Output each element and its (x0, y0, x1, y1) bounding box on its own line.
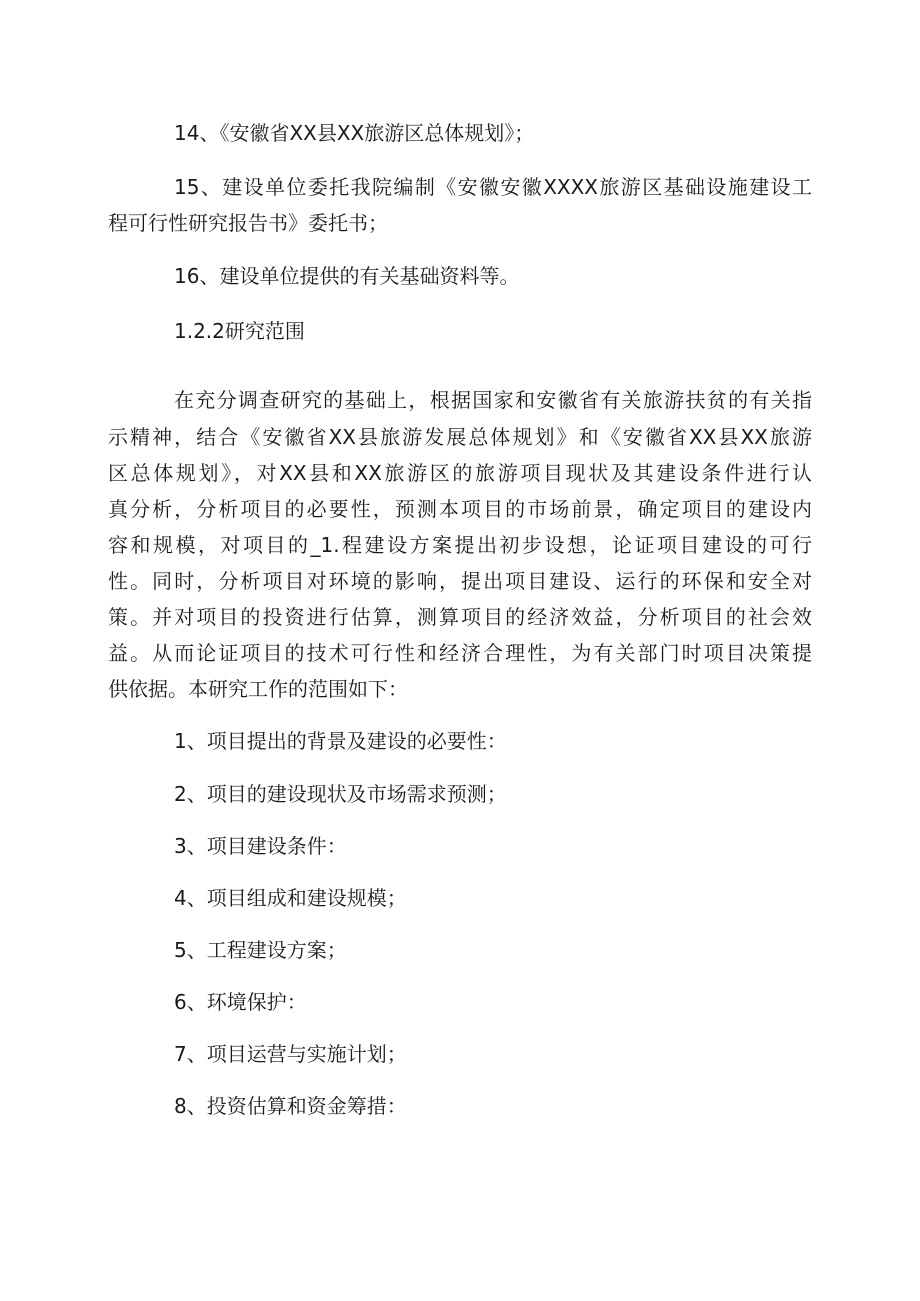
reference-item-14: 14、《安徽省XX县XX旅游区总体规划》； (174, 121, 535, 145)
paragraph-line-3 (108, 461, 812, 485)
paragraph-line-4 (108, 497, 812, 521)
reference-item-15-line-1: 15、建设单位委托我院编制《安徽安徽XXXX旅游区基础设施建设工 (174, 175, 812, 199)
reference-item-15-continuation: 程可行性研究报告书》委托书； (108, 211, 388, 235)
scope-item-6: 6、环境保护： (174, 990, 307, 1014)
paragraph-line-3-text: 区总体规划》，对XX县和XX旅游区的旅游项目现状及其建设条件进行认 (108, 461, 812, 485)
paragraph-line-6 (108, 569, 812, 593)
paragraph-line-2 (108, 425, 812, 449)
paragraph-line-5 (108, 533, 812, 557)
scope-item-1: 1、项目提出的背景及建设的必要性： (174, 729, 507, 753)
paragraph-line-4-text: 真分析，分析项目的必要性，预测本项目的市场前景，确定项目的建设内 (108, 497, 812, 521)
reference-item-16: 16、建设单位提供的有关基础资料等。 (174, 264, 520, 288)
section-heading: 1.2.2研究范围 (174, 319, 305, 343)
scope-item-8: 8、投资估算和资金筹措： (174, 1094, 407, 1118)
paragraph-line-8-text: 益。从而论证项目的技术可行性和经济合理性，为有关部门时项目决策提 (108, 641, 812, 665)
scope-item-4: 4、项目组成和建设规模； (174, 886, 407, 910)
scope-item-3: 3、项目建设条件： (174, 834, 347, 858)
paragraph-line-2-text: 示精神，结合《安徽省XX县旅游发展总体规划》和《安徽省XX县XX旅游 (108, 425, 812, 449)
paragraph-line-7 (108, 605, 812, 629)
paragraph-line-6-text: 性。同时，分析项目对环境的影响，提出项目建设、运行的环保和安全对 (108, 569, 812, 593)
paragraph-line-5-text: 容和规模，对项目的_1.程建设方案提出初步设想，论证项目建设的可行 (108, 533, 812, 557)
reference-item-15 (174, 175, 812, 199)
paragraph-line-8 (108, 641, 812, 665)
paragraph-line-9: 供依据。本研究工作的范围如下： (108, 677, 408, 701)
paragraph-line-1-text: 在充分调查研究的基础上，根据国家和安徽省有关旅游扶贫的有关指 (174, 388, 812, 412)
paragraph-line-1 (174, 388, 812, 412)
scope-item-5: 5、工程建设方案； (174, 938, 347, 962)
paragraph-line-7-text: 策。并对项目的投资进行估算，测算项目的经济效益，分析项目的社会效 (108, 605, 812, 629)
scope-item-7: 7、项目运营与实施计划； (174, 1042, 407, 1066)
scope-item-2: 2、项目的建设现状及市场需求预测； (174, 782, 507, 806)
